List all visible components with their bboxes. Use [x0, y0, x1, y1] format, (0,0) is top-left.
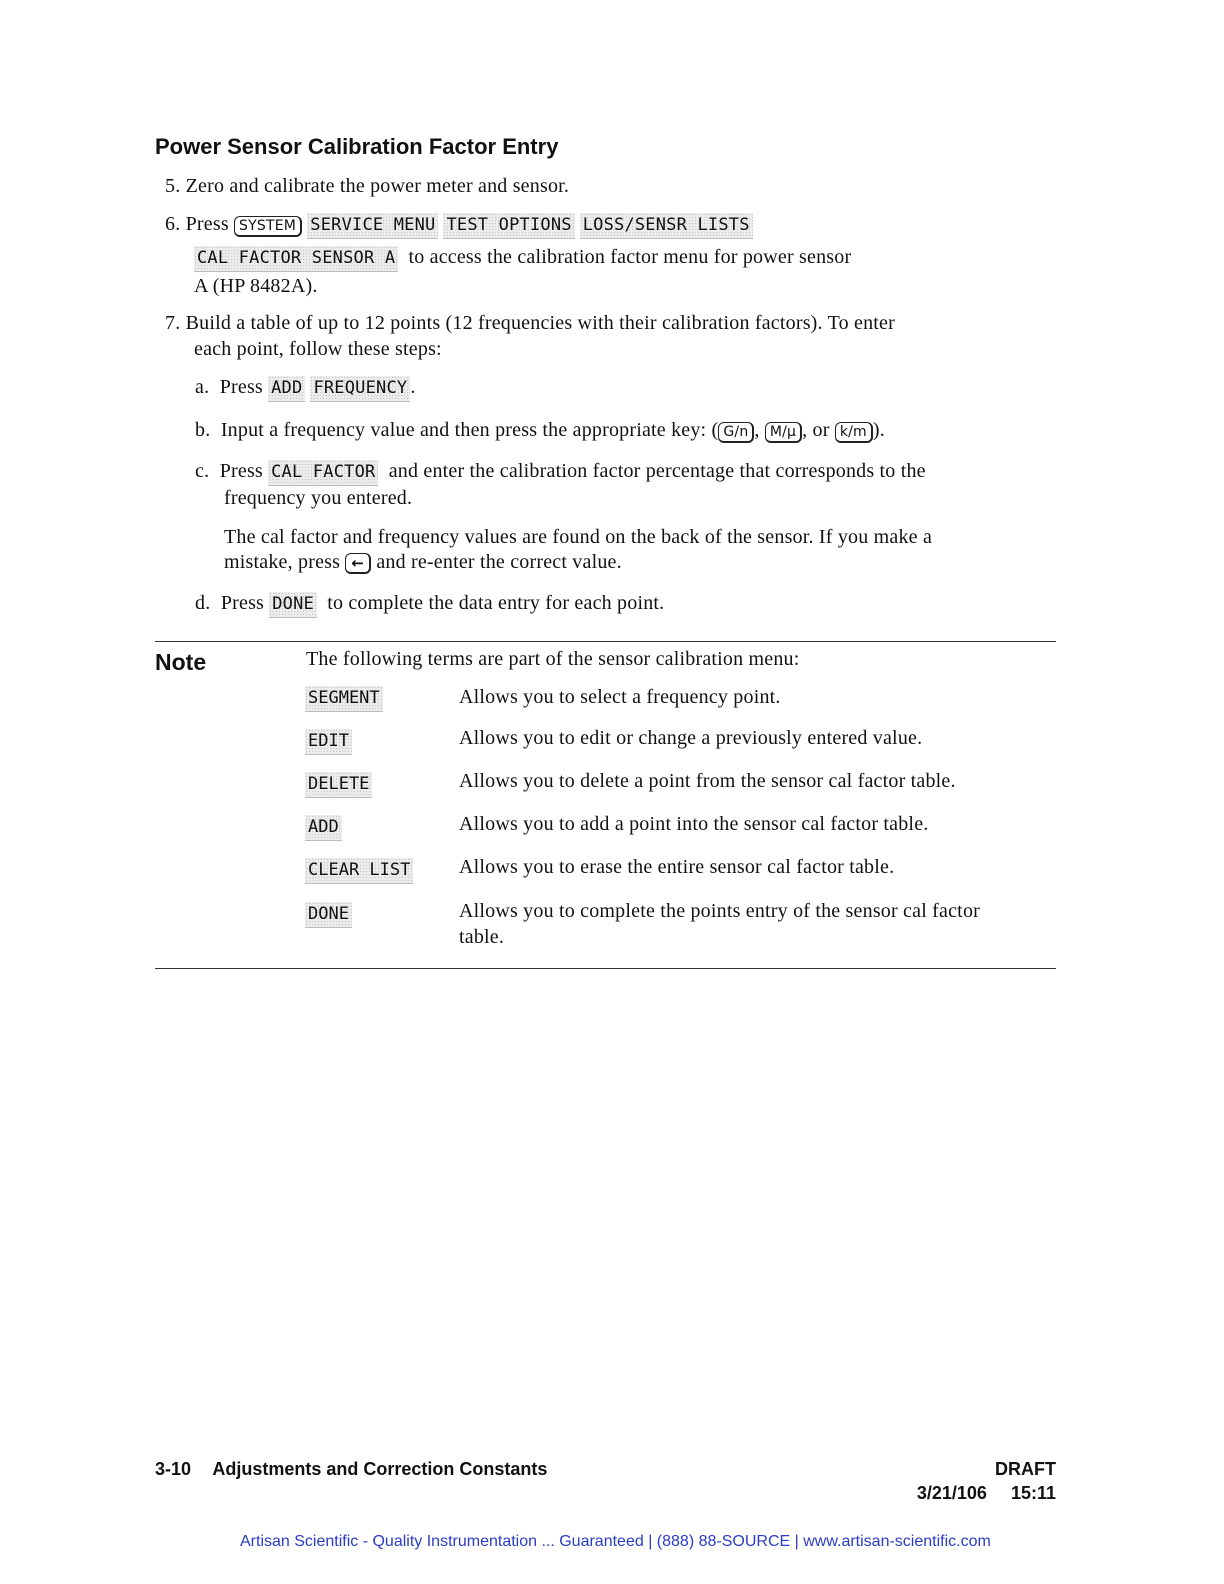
- step-7-line-2: each point, follow these steps:: [194, 338, 442, 360]
- note-desc-add: Allows you to add a point into the sensor cal factor table.: [459, 813, 929, 835]
- substep-letter: c.: [195, 460, 210, 482]
- draft-label: DRAFT: [995, 1459, 1056, 1479]
- note-term-segment: [305, 686, 388, 712]
- page-number: 3-10: [155, 1459, 192, 1479]
- softkey-segment: SEGMENT: [305, 686, 383, 712]
- k-m-hardkey: k/m: [835, 422, 873, 443]
- note-desc-delete: Allows you to delete a point from the sensor cal factor table.: [459, 770, 956, 792]
- date: 3/21/106: [916, 1483, 987, 1503]
- substep-a: [195, 376, 416, 402]
- system-hardkey: SYSTEM: [234, 216, 302, 237]
- softkey-done-term: DONE: [305, 902, 352, 928]
- note-desc-edit: Allows you to edit or change a previously entered value.: [459, 727, 923, 749]
- period: .: [410, 376, 416, 398]
- note-label: Note: [155, 649, 207, 675]
- time: 15:11: [1010, 1483, 1056, 1503]
- substep-text: Press: [219, 376, 263, 398]
- page-heading: Power Sensor Calibration Factor Entry: [155, 134, 559, 159]
- softkey-delete: DELETE: [305, 772, 372, 798]
- softkey-test-options: TEST OPTIONS: [443, 213, 574, 239]
- softkey-add: ADD: [268, 376, 305, 402]
- step-number: 5.: [165, 175, 181, 197]
- footer-page-info: [155, 1459, 547, 1480]
- backspace-arrow-icon: ←: [345, 553, 371, 574]
- g-n-hardkey: G/n: [718, 422, 754, 443]
- softkey-service-menu: SERVICE MENU: [307, 213, 438, 239]
- softkey-edit: EDIT: [305, 729, 352, 755]
- substep-b: [195, 419, 885, 443]
- draft-date: [917, 1483, 1056, 1504]
- note-term-done: [305, 902, 357, 928]
- separator: ,: [754, 419, 760, 441]
- substep-letter: a.: [195, 376, 210, 398]
- note-intro: The following terms are part of the sensor calibration menu:: [306, 648, 800, 670]
- note-term-clear-list: [305, 858, 418, 884]
- step-7: [165, 312, 895, 335]
- step-number: 6.: [165, 213, 181, 235]
- substep-c-para-line-1: The cal factor and frequency values are found on the back of the sensor. If you make a: [224, 526, 933, 548]
- note-desc-clear-list: Allows you to erase the entire sensor cal factor table.: [459, 856, 895, 878]
- softkey-loss-sensr-lists: LOSS/SENSR LISTS: [580, 213, 753, 239]
- substep-text: Input a frequency value and then press the appropriate key: (: [220, 419, 719, 441]
- substep-letter: b.: [195, 419, 211, 441]
- softkey-frequency: FREQUENCY: [310, 376, 410, 402]
- section-title: Adjustments and Correction Constants: [212, 1459, 548, 1479]
- softkey-cal-factor: CAL FACTOR: [268, 460, 378, 486]
- para-text: mistake, press: [224, 551, 341, 573]
- substep-text: and enter the calibration factor percentage that corresponds to the: [388, 460, 926, 482]
- note-desc-done: Allows you to complete the points entry of the sensor cal factor table.: [459, 900, 981, 948]
- softkey-done: DONE: [269, 592, 317, 618]
- substep-text: Press: [220, 592, 265, 614]
- substep-c: [195, 460, 926, 486]
- note-bottom-rule: [155, 968, 1056, 969]
- note-term-add: [305, 815, 347, 841]
- separator: , or: [802, 419, 830, 441]
- step-text: Build a table of up to 12 points (12 frequencies with their calibration factors). To enter: [185, 312, 895, 334]
- step-6-line-3: A (HP 8482A).: [194, 275, 318, 297]
- m-mu-hardkey: M/μ: [765, 422, 802, 443]
- note-top-rule: [155, 641, 1056, 642]
- step-5: [165, 175, 569, 198]
- softkey-cal-factor-sensor-a: CAL FACTOR SENSOR A: [194, 246, 398, 272]
- substep-letter: d.: [195, 592, 211, 614]
- step-text: to access the calibration factor menu for power sensor: [408, 246, 852, 268]
- substep-text: to complete the data entry for each point.: [327, 592, 665, 614]
- substep-c-line-2: frequency you entered.: [224, 487, 413, 509]
- note-term-delete: [305, 772, 377, 798]
- substep-text: Press: [219, 460, 263, 482]
- step-6: [165, 213, 758, 239]
- closing: ).: [872, 419, 885, 441]
- note-term-edit: [305, 729, 357, 755]
- note-desc-segment: Allows you to select a frequency point.: [459, 686, 781, 708]
- step-6-line-2: [194, 246, 851, 272]
- vendor-footer-link[interactable]: Artisan Scientific - Quality Instrumentation ... Guaranteed | (888) 88-SOURCE | www.artisan-scientific.com: [240, 1533, 991, 1550]
- softkey-add-term: ADD: [305, 815, 342, 841]
- step-text: Press: [185, 213, 229, 235]
- substep-c-para-line-2: [224, 551, 622, 574]
- step-number: 7.: [165, 312, 181, 334]
- step-text: Zero and calibrate the power meter and sensor.: [185, 175, 570, 197]
- softkey-clear-list: CLEAR LIST: [305, 858, 413, 884]
- substep-d: [195, 592, 664, 618]
- para-text: and re-enter the correct value.: [376, 551, 622, 573]
